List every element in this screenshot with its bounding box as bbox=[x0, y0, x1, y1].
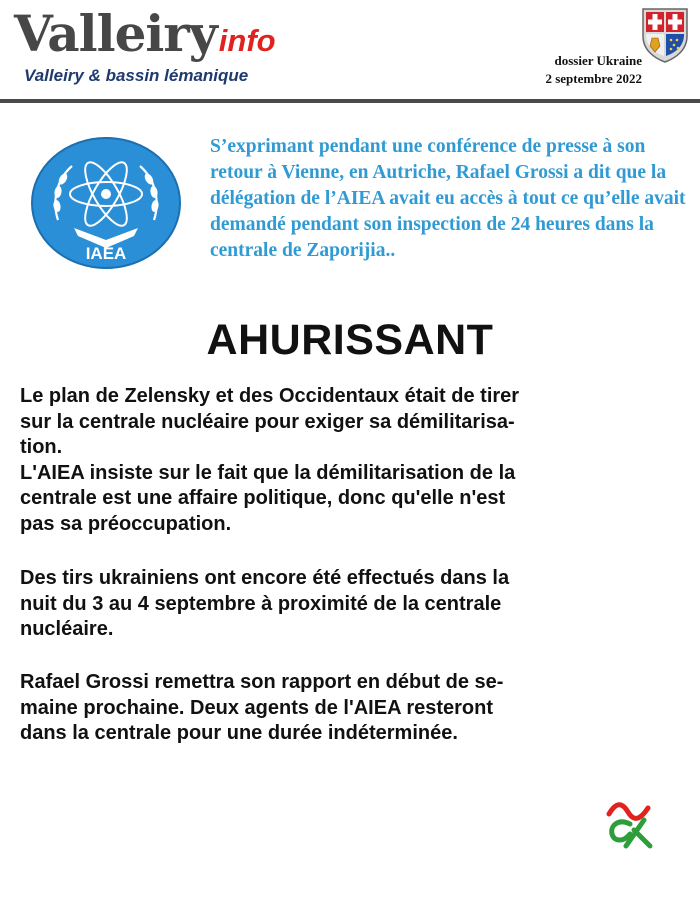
text-line: Des tirs ukrainiens ont encore été effectués dans la bbox=[20, 567, 510, 589]
iaea-logo-text: IAEA bbox=[85, 244, 127, 263]
text-line: sur la centrale nucléaire pour exiger sa démilitarisa- bbox=[20, 410, 515, 433]
coat-of-arms-icon bbox=[640, 6, 690, 64]
brand-suffix: info bbox=[218, 23, 276, 58]
text-line: dans la centrale pour une durée indéterminée. bbox=[20, 722, 458, 744]
edition-info bbox=[520, 52, 642, 88]
text-line: nucléaire. bbox=[20, 618, 114, 640]
text-line: tion. bbox=[20, 436, 63, 458]
text-line: Le plan de Zelensky et des Occidentaux était de tirer bbox=[20, 385, 520, 407]
header-divider bbox=[0, 99, 700, 103]
text-line: centrale est une affaire politique, donc qu'elle n'est bbox=[20, 487, 506, 509]
text-line: L'AIEA insiste sur le fait que la démilitarisation de la bbox=[20, 461, 516, 484]
masthead bbox=[0, 0, 700, 100]
headline: AHURISSANT bbox=[206, 316, 494, 364]
text-line: maine prochaine. Deux agents de l'AIEA resteront bbox=[20, 696, 494, 719]
site-tagline: Valleiry & bassin lémanique bbox=[24, 66, 249, 85]
body-paragraph bbox=[20, 566, 685, 643]
text-line: pas sa préoccupation. bbox=[20, 512, 232, 535]
body-paragraph bbox=[20, 670, 685, 747]
brand-name: Valleiry bbox=[14, 4, 217, 63]
publication-date: 2 septembre 2022 bbox=[545, 71, 642, 86]
text-line: nuit du 3 au 4 septembre à proximité de la centrale bbox=[20, 592, 502, 615]
site-brand[interactable] bbox=[14, 4, 276, 63]
text-line: Rafael Grossi remettra son rapport en début de se- bbox=[20, 671, 504, 693]
intro-paragraph: S’exprimant pendant une conférence de presse à son retour à Vienne, en Autriche, Rafael Grossi a dit que la délégation de l’AIEA avait eu accès à tout ce qu’elle avait demandé pendant son inspection de 24 heures dans la centrale de Zaporijia.. bbox=[210, 136, 686, 261]
iaea-logo bbox=[30, 136, 182, 270]
section-label: dossier Ukraine bbox=[554, 53, 642, 68]
body-paragraph bbox=[20, 384, 685, 537]
valleiry-emblem-icon bbox=[604, 800, 656, 850]
